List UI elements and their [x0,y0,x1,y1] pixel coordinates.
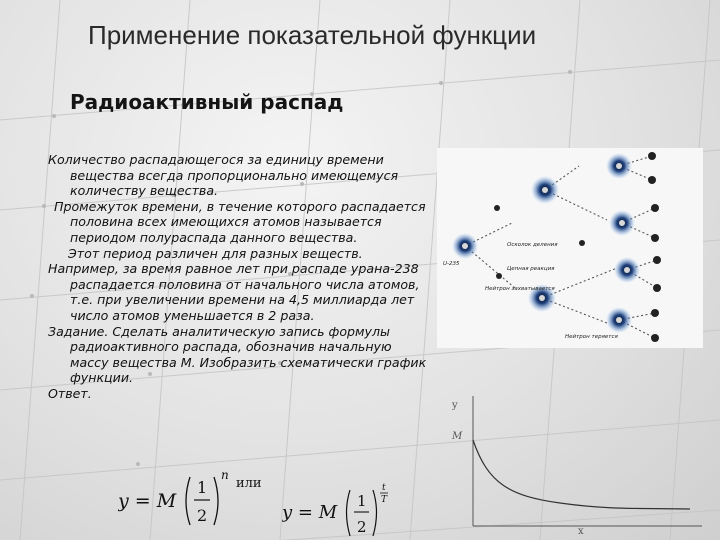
formula-numerator: 1 [197,478,208,497]
paragraph-half-life-definition: Промежуток времени, в течение которого распадается половина всех имеющихся атомов называется периодом полураспада данного вещества. [54,198,426,245]
paragraph-answer: Ответ. [48,385,92,401]
figure-label-chain: Цепная реакция [507,266,555,272]
paragraph-task: Задание. Сделать аналитическую запись формулы радиоактивного распада, обозначив начальную массу вещества М. Изобразить схематически график функции. [48,323,427,386]
figure-label-fragment: Осколок деления [507,242,558,248]
paragraph-proportionality: Количество распадающегося за единицу времени вещества всегда пропорционально имеющемуся количеству вещества. [48,152,399,199]
formula-exponent-denominator: T [381,495,388,505]
paragraph-period-varies: Этот период различен для разных веществ. [68,245,363,261]
body-text [48,152,428,402]
slide-title: Применение показательной функции [88,20,537,50]
formula-denominator: 2 [357,518,367,536]
figure-label-lost: Нейтрон теряется [565,334,618,340]
decay-graph [440,388,715,538]
formula-exponential-n [118,465,243,535]
formula-exponent: n [221,468,229,482]
x-axis-label: x [578,526,584,537]
formula-lhs: y = M [118,490,177,512]
formula-exponent-numerator: t [382,483,386,493]
paragraph-uranium-example: Например, за время равное лет при распаде урана-238 распадается половина от начального числа атомов, т.е. при увеличении времени на 4,5 миллиарда лет число атомов уменьшается в 2 раза. [48,261,420,323]
decay-curve [473,440,690,509]
section-heading: Радиоактивный распад [70,90,344,114]
m-label: M [452,431,463,442]
formula-denominator: 2 [197,506,208,525]
y-axis-label: y [452,400,458,411]
formula-lhs: y = M [282,502,338,523]
chain-reaction-figure [437,148,703,348]
formula-numerator: 1 [357,492,367,510]
formula-exponential-t [282,482,402,540]
or-word: или [236,476,262,491]
figure-label-captured: Нейтрон захватывается [485,286,555,292]
figure-label-uranium: U-235 [443,261,460,267]
